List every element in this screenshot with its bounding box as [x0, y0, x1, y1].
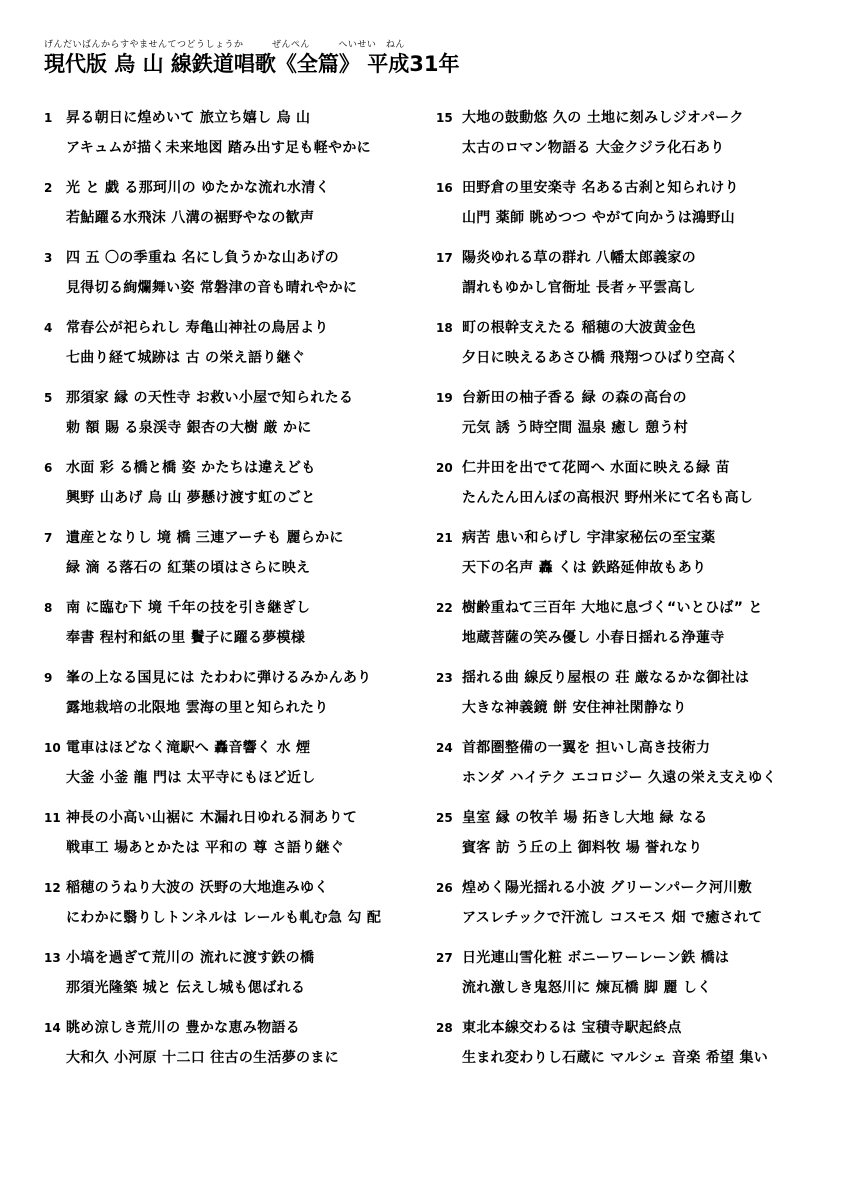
verse-27	[436, 950, 826, 1020]
verse-number: 22	[436, 601, 453, 615]
verse-line-1: 首都圏整備の一翼を 担いし高き技術力	[462, 740, 711, 756]
verse-line-2: 若鮎躍る水飛沫 八溝の裾野やなの歓声	[66, 210, 315, 226]
verse-3	[44, 250, 434, 320]
verse-line-2: 生まれ変わりし石蔵に マルシェ 音楽 希望 集い	[462, 1050, 769, 1066]
verse-17	[436, 250, 826, 320]
verse-2	[44, 180, 434, 250]
verse-line-1: 昇る朝日に煌めいて 旅立ち嬉し 烏 山	[66, 110, 311, 126]
verse-number: 27	[436, 951, 453, 965]
verse-5	[44, 390, 434, 460]
verse-25	[436, 810, 826, 880]
verse-26	[436, 880, 826, 950]
verse-number: 14	[44, 1021, 61, 1035]
verse-number: 19	[436, 391, 453, 405]
verse-line-1: 那須家 縁 の天性寺 お救い小屋で知られたる	[66, 390, 354, 406]
verse-line-1: 皇室 縁 の牧羊 場 拓きし大地 緑 なる	[462, 810, 708, 826]
verse-number: 10	[44, 741, 61, 755]
verse-line-2: 大釜 小釜 龍 門は 太平寺にもほど近し	[66, 770, 316, 786]
verse-line-1: 田野倉の里安楽寺 名ある古刹と知られけり	[462, 180, 739, 196]
verse-number: 8	[44, 601, 53, 615]
verse-4	[44, 320, 434, 390]
verse-9	[44, 670, 434, 740]
verse-28	[436, 1020, 826, 1090]
verse-number: 9	[44, 671, 53, 685]
verse-line-2: 地蔵菩薩の笑み優し 小春日揺れる浄蓮寺	[462, 630, 725, 646]
verse-line-2: 七曲り経て城跡は 古 の栄え語り継ぐ	[66, 350, 306, 366]
verse-10	[44, 740, 434, 810]
verse-8	[44, 600, 434, 670]
verse-line-2: 流れ激しき鬼怒川に 煉瓦橋 脚 麗 しく	[462, 980, 712, 996]
verse-number: 28	[436, 1021, 453, 1035]
verse-line-2: 大和久 小河原 十二口 往古の生活夢のまに	[66, 1050, 339, 1066]
verse-6	[44, 460, 434, 530]
verse-line-2: 露地栽培の北限地 雲海の里と知られたり	[66, 700, 329, 716]
verse-line-1: 揺れる曲 線反り屋根の 荘 厳なるかな御社は	[462, 670, 750, 686]
verse-line-2: 興野 山あげ 烏 山 夢懸け渡す虹のごと	[66, 490, 316, 506]
verse-line-1: 台新田の柚子香る 緑 の森の高台の	[462, 390, 687, 406]
verse-number: 24	[436, 741, 453, 755]
verse-22	[436, 600, 826, 670]
verse-line-2: 緑 滴 る落石の 紅葉の頃はさらに映え	[66, 560, 311, 576]
verse-line-1: 煌めく陽光揺れる小波 グリーンパーク河川敷	[462, 880, 752, 896]
verse-line-2: 大きな神義鏡 餅 安住神社閑静なり	[462, 700, 687, 716]
verse-line-1: 町の根幹支えたる 稲穂の大波黄金色	[462, 320, 696, 336]
verse-number: 12	[44, 881, 61, 895]
verse-line-1: 東北本線交わるは 宝積寺駅起終点	[462, 1020, 682, 1036]
verse-number: 26	[436, 881, 453, 895]
verse-line-1: 光 と 戯 る那珂川の ゆたかな流れ水清く	[66, 180, 330, 196]
verse-line-2: 勅 額 賜 る泉渓寺 銀杏の大樹 厳 かに	[66, 420, 312, 436]
verse-line-1: 稲穂のうねり大波の 沃野の大地進みゆく	[66, 880, 329, 896]
verse-1	[44, 110, 434, 180]
verse-number: 20	[436, 461, 453, 475]
verse-line-2: ホンダ ハイテク エコロジー 久遠の栄え支えゆく	[462, 770, 777, 786]
verse-line-2: 山門 薬師 眺めつつ やがて向かうは鴻野山	[462, 210, 735, 226]
verse-7	[44, 530, 434, 600]
title-ruby: げんだいばんからすやませんてつどうしょうか ぜんぺん へいせい ねん	[44, 40, 405, 50]
verse-line-2: 見得切る絢爛舞い姿 常磐津の音も晴れやかに	[66, 280, 358, 296]
left-column	[44, 110, 434, 1090]
verse-line-1: 遺産となりし 境 橋 三連アーチも 麗らかに	[66, 530, 344, 546]
verse-line-1: 峯の上なる国見には たわわに弾けるみかんあり	[66, 670, 372, 686]
verse-number: 25	[436, 811, 453, 825]
verse-line-1: 水面 彩 る橋と橋 姿 かたちは違えども	[66, 460, 316, 476]
verse-line-1: 病苦 患い和らげし 宇津家秘伝の至宝薬	[462, 530, 716, 546]
page-title: 現代版 烏 山 線鉄道唱歌《全篇》 平成31年	[44, 52, 460, 76]
verse-number: 2	[44, 181, 53, 195]
verse-line-1: 陽炎ゆれる草の群れ 八幡太郎義家の	[462, 250, 696, 266]
verse-line-1: 仁井田を出でて花岡へ 水面に映える緑 苗	[462, 460, 730, 476]
verse-number: 13	[44, 951, 61, 965]
verse-14	[44, 1020, 434, 1090]
verse-line-1: 眺め涼しき荒川の 豊かな恵み物語る	[66, 1020, 300, 1036]
verse-16	[436, 180, 826, 250]
verse-line-2: 賓客 訪 う丘の上 御料牧 場 誉れなり	[462, 840, 703, 856]
verse-line-2: 那須光隆築 城と 伝えし城も偲ばれる	[66, 980, 306, 996]
verse-number: 23	[436, 671, 453, 685]
verse-19	[436, 390, 826, 460]
verse-line-2: 天下の名声 轟 くは 鉄路延伸故もあり	[462, 560, 707, 576]
verse-number: 17	[436, 251, 453, 265]
verse-number: 18	[436, 321, 453, 335]
verse-number: 3	[44, 251, 53, 265]
verse-number: 15	[436, 111, 453, 125]
verse-line-2: たんたん田んぼの高根沢 野州米にて名も高し	[462, 490, 754, 506]
verse-line-1: 常春公が祀られし 寿亀山神社の鳥居より	[66, 320, 329, 336]
verse-line-2: 元気 誘 う時空間 温泉 癒し 憩う村	[462, 420, 689, 436]
verse-number: 4	[44, 321, 53, 335]
verse-line-2: 謂れもゆかし官衙址 長者ヶ平雲高し	[462, 280, 696, 296]
verse-21	[436, 530, 826, 600]
verse-11	[44, 810, 434, 880]
verse-line-2: アスレチックで汗流し コスモス 畑 で癒されて	[462, 910, 763, 926]
verse-line-1: 小塙を過ぎて荒川の 流れに渡す鉄の橋	[66, 950, 315, 966]
verse-line-2: アキュムが描く未来地図 踏み出す足も軽やかに	[66, 140, 371, 156]
verse-number: 5	[44, 391, 53, 405]
verse-number: 7	[44, 531, 53, 545]
verse-line-2: にわかに翳りしトンネルは レールも軋む急 勾 配	[66, 910, 382, 926]
verse-line-1: 電車はほどなく滝駅へ 轟音響く 水 煙	[66, 740, 311, 756]
verse-line-2: 夕日に映えるあさひ橋 飛翔つひばり空高く	[462, 350, 739, 366]
verse-line-1: 日光連山雪化粧 ボニーワーレーン鉄 橋は	[462, 950, 730, 966]
verse-20	[436, 460, 826, 530]
verse-13	[44, 950, 434, 1020]
verse-number: 16	[436, 181, 453, 195]
right-column	[436, 110, 826, 1090]
verse-line-1: 大地の鼓動悠 久の 土地に刻みしジオパーク	[462, 110, 744, 126]
verse-line-2: 戦車工 場あとかたは 平和の 尊 さ語り継ぐ	[66, 840, 345, 856]
verse-number: 1	[44, 111, 53, 125]
verse-line-1: 四 五 〇の季重ね 名にし負うかな山あげの	[66, 250, 339, 266]
verse-line-2: 太古のロマン物語る 大金クジラ化石あり	[462, 140, 725, 156]
verse-line-1: 神長の小高い山裾に 木漏れ日ゆれる洞ありて	[66, 810, 358, 826]
title-block	[44, 40, 459, 77]
verse-line-1: 南 に臨む下 境 千年の技を引き継ぎし	[66, 600, 311, 616]
verse-number: 11	[44, 811, 61, 825]
verse-15	[436, 110, 826, 180]
verse-line-2: 奉書 程村和紙の里 鬢子に躍る夢模様	[66, 630, 306, 646]
verse-24	[436, 740, 826, 810]
verse-18	[436, 320, 826, 390]
verse-23	[436, 670, 826, 740]
verse-12	[44, 880, 434, 950]
verse-number: 6	[44, 461, 53, 475]
verse-number: 21	[436, 531, 453, 545]
verse-line-1: 樹齢重ねて三百年 大地に息づく“いとひば” と	[462, 600, 763, 616]
